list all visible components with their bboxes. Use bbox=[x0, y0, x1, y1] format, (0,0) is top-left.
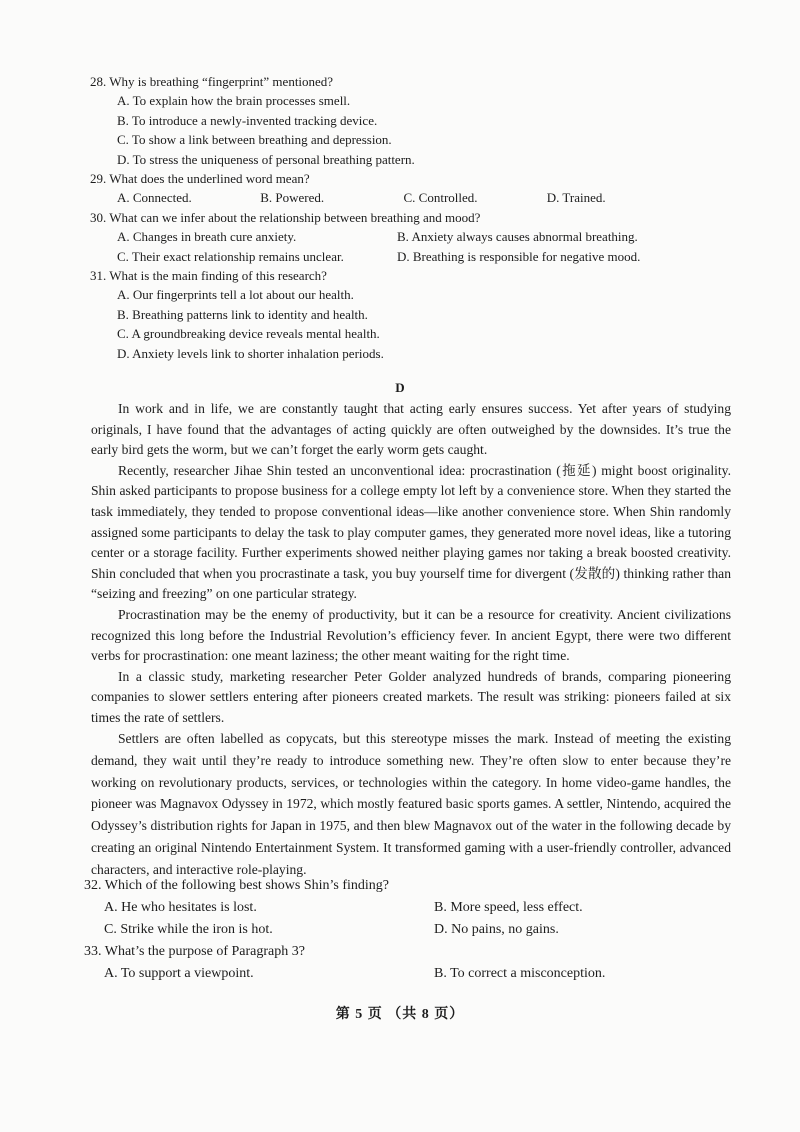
question-stem: 33. What’s the purpose of Paragraph 3? bbox=[84, 944, 305, 959]
paragraph: Recently, researcher Jihae Shin tested an unconventional idea: procrastination (拖延) might boost originality. Shin asked participants to propose business for a college empty lot left by a convenience store. When they started the task immediately, they tended to propose conventional ideas—like another convenience store. When Shin randomly assigned some participants to delay the task to play computer games, they generated more novel ideas, like a tutoring center or a storage facility. Further experiments showed neither playing games nor taking a break boosted creativity. Shin concluded that when you procrastinate a task, you buy yourself time for divergent (发散的) thinking rather than “seizing and freezing” on one particular strategy. bbox=[91, 462, 731, 602]
option: A. Our fingerprints tell a lot about our health. bbox=[117, 287, 354, 303]
section-title: D bbox=[395, 380, 405, 395]
question-29 bbox=[90, 169, 690, 208]
passage-d-part1 bbox=[91, 399, 731, 729]
paragraph: In work and in life, we are constantly taught that acting early ensures success. Yet after years of studying originals, I have found that the advantages of acting quickly are often outweighed by the downsides. It’s true the early bird gets the worm, but we can’t forget the early worm gets caught. bbox=[91, 401, 731, 458]
question-stem: 30. What can we infer about the relationship between breathing and mood? bbox=[90, 209, 481, 225]
option: D. No pains, no gains. bbox=[434, 922, 559, 937]
option: B. Breathing patterns link to identity and health. bbox=[117, 306, 368, 322]
option: D. Breathing is responsible for negative mood. bbox=[397, 248, 641, 264]
option: C. To show a link between breathing and depression. bbox=[117, 132, 392, 148]
option: B. Anxiety always causes abnormal breathing. bbox=[397, 229, 638, 245]
questions-28-31 bbox=[90, 72, 690, 363]
option: A. To explain how the brain processes smell. bbox=[117, 93, 351, 109]
paragraph: Procrastination may be the enemy of productivity, but it can be a resource for creativity. Ancient civilizations recognized this long before the Industrial Revolution’s efficiency fever. In ancient Egypt, there were two different verbs for procrastination: one meant laziness; the other meant waiting for the right time. bbox=[91, 606, 731, 664]
option: C. Controlled. bbox=[403, 190, 478, 206]
option: A. To support a viewpoint. bbox=[104, 966, 254, 981]
question-31 bbox=[90, 266, 690, 363]
page-number-footer: 第 5 页 （共 8 页） bbox=[335, 1007, 465, 1022]
option: B. To correct a misconception. bbox=[434, 966, 606, 981]
paragraph: Settlers are often labelled as copycats, but this stereotype misses the mark. Instead of meeting the existing demand, they wait until they’re ready to introduce something new. They’re often slow to enter because they’re working on revolutionary products, services, or technologies within the category. In home video-game handles, the pioneer was Magnavox Odyssey in 1972, which mostly featured basic sports games. A settler, Nintendo, acquired the Odyssey’s distribution rights for Japan in 1975, and then blew Magnavox out of the water in the following decade by creating an original Nintendo Entertainment System. It transformed gaming with a user-friendly controller, advanced characters, and interactive role-playing. bbox=[91, 731, 731, 877]
option: B. To introduce a newly-invented tracking device. bbox=[117, 112, 378, 128]
paragraph: In a classic study, marketing researcher Peter Golder analyzed hundreds of brands, comparing pioneering companies to slower settlers entering after pioneers created markets. The result was striking: pioneers failed at six times the rate of settlers. bbox=[91, 668, 731, 725]
option: C. A groundbreaking device reveals mental health. bbox=[117, 326, 380, 342]
option: A. Connected. bbox=[117, 190, 192, 206]
question-stem: 29. What does the underlined word mean? bbox=[90, 171, 310, 187]
question-32 bbox=[84, 875, 605, 941]
option: B. Powered. bbox=[260, 190, 325, 206]
option: C. Their exact relationship remains unclear. bbox=[117, 248, 344, 264]
question-stem: 28. Why is breathing “fingerprint” mentioned? bbox=[90, 74, 334, 89]
option: A. Changes in breath cure anxiety. bbox=[117, 229, 297, 245]
option: C. Strike while the iron is hot. bbox=[104, 922, 273, 937]
question-30 bbox=[90, 208, 690, 266]
option: D. Trained. bbox=[546, 190, 606, 206]
question-33 bbox=[84, 941, 605, 985]
question-stem: 31. What is the main finding of this research? bbox=[90, 268, 327, 284]
option: A. He who hesitates is lost. bbox=[104, 900, 257, 915]
question-28 bbox=[90, 72, 690, 169]
option: D. Anxiety levels link to shorter inhalation periods. bbox=[117, 345, 384, 361]
passage-d-part2 bbox=[91, 728, 731, 881]
option: B. More speed, less effect. bbox=[434, 900, 583, 915]
option: D. To stress the uniqueness of personal breathing pattern. bbox=[117, 151, 415, 167]
questions-32-33 bbox=[84, 875, 605, 985]
question-stem: 32. Which of the following best shows Shin’s finding? bbox=[84, 878, 389, 893]
